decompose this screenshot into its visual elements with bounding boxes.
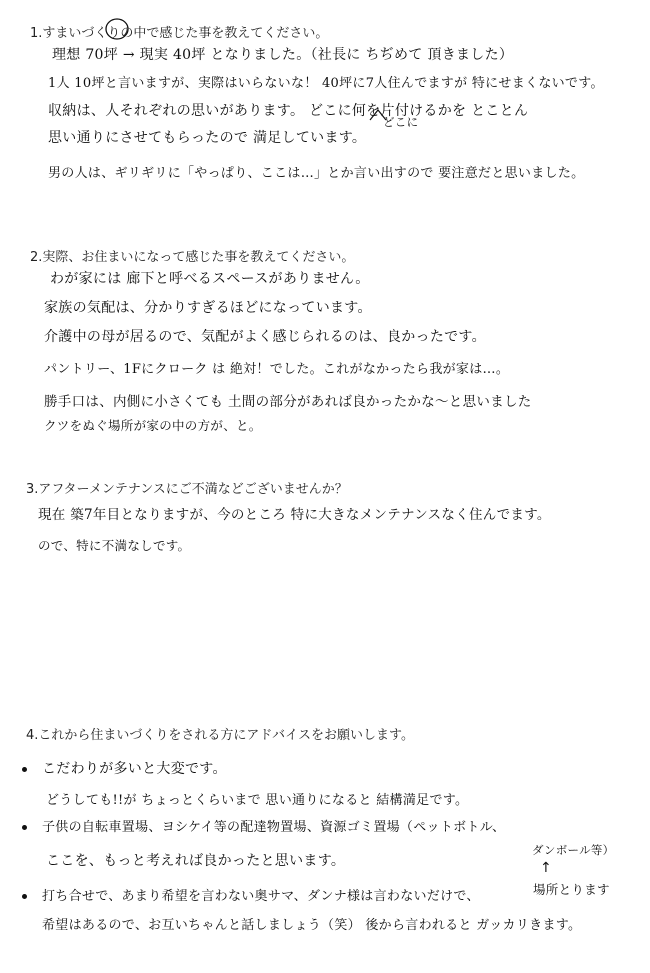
q1-answer-line-4: 思い通りにさせてもらったので 満足しています。 [48,130,367,146]
q3-answer-line-2: ので、特に不満なしです。 [38,538,191,553]
question-1-heading: 1.すまいづくりの中で感じた事を教えてください。 [30,26,329,41]
question-4-heading: 4.これから住まいづくりをされる方にアドバイスをお願いします。 [26,728,414,743]
bullet-3 [22,894,27,899]
q4-answer-line-3: 子供の自転車置場、ヨシケイ等の配達物置場、資源ゴミ置場（ペットボトル、 [42,820,506,835]
question-2-heading: 2.実際、お住まいになって感じた事を教えてください。 [30,250,355,265]
q2-answer-line-1: わが家には 廊下と呼べるスペースがありません。 [50,271,370,287]
q4-answer-line-2: どうしても!!が ちょっとくらいまで 思い通りになると 結構満足です。 [46,793,469,808]
q2-answer-line-5: 勝手口は、内側に小さくても 土間の部分があれば良かったかな〜と思いました [44,394,532,410]
q4-answer-insert: ダンボール等） [532,843,615,857]
q4-answer-note: 場所とります [533,882,610,897]
q2-answer-line-2: 家族の気配は、分かりすぎるほどになっています。 [44,300,372,316]
q1-answer-line-2: 1人 10坪と言いますが、実際はいらないな！ 40坪に7人住んでますが 特にせまくないです。 [48,76,604,91]
bullet-1 [22,767,27,772]
question-3-heading: 3.アフターメンテナンスにご不満などございませんか？ [26,482,348,497]
q1-answer-line-3: 収納は、人それぞれの思いがあります。 どこに何を片付けるかを とことん [48,103,529,119]
q1-answer-insert: どこに [383,115,419,129]
q1-answer-line-5: 男の人は、ギリギリに「やっぱり、ここは…」とか言い出すので 要注意だと思いました。 [48,166,585,181]
q4-answer-line-1: こだわりが多いと大変です。 [42,761,227,777]
up-arrow-icon: ↑ [540,860,552,876]
q4-answer-line-4: ここを、もっと考えれば良かったと思います。 [46,853,346,869]
q4-answer-line-5: 打ち合せで、あまり希望を言わない奥サマ、ダンナ様は言わないだけで、 [42,889,480,904]
q3-answer-line-1: 現在 築7年目となりますが、今のところ 特に大きなメンテナンスなく住んでます。 [38,507,551,523]
q2-answer-line-6: クツをぬぐ場所が家の中の方が、と。 [44,418,262,433]
q1-answer-line-1: 理想 70坪 → 現実 40坪 となりました。（社長に ちぢめて 頂きました） [52,47,514,63]
q2-answer-line-4: パントリー、1Fにクローク は 絶対！でした。これがなかったら我が家は…。 [44,362,510,377]
q4-answer-line-6: 希望はあるので、お互いちゃんと話しましょう（笑） 後から言われると ガッカリきます。 [42,918,582,933]
bullet-2 [22,825,27,830]
q2-answer-line-3: 介護中の母が居るので、気配がよく感じられるのは、良かったです。 [44,329,486,345]
